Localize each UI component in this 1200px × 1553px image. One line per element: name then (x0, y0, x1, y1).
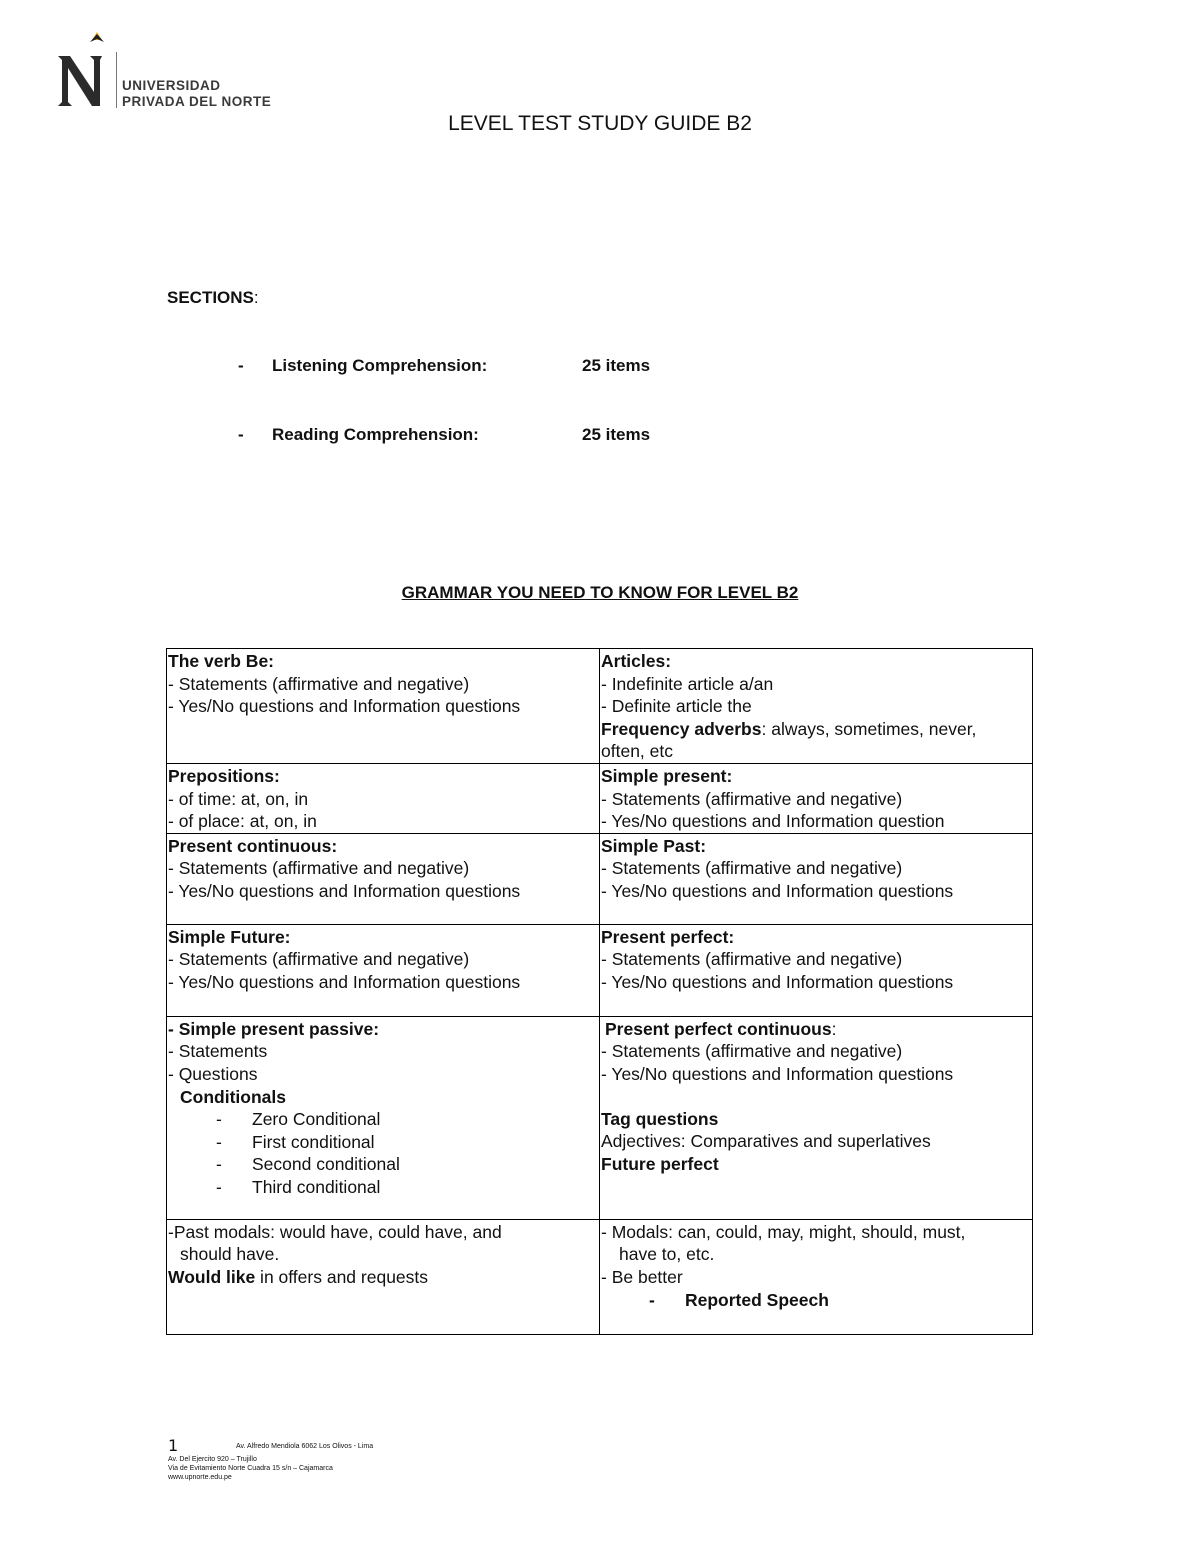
cell-line: - Yes/No questions and Information questions (601, 880, 954, 901)
cell-line: - Yes/No questions and Information questions (168, 696, 521, 717)
table-row (167, 764, 1033, 834)
table-row (167, 1016, 1033, 1219)
section-name: Listening Comprehension: (272, 356, 488, 375)
table-cell (600, 764, 1033, 834)
bullet-dash: - (216, 1154, 222, 1175)
list-item (168, 1108, 598, 1131)
cell-line: - Statements (affirmative and negative) (601, 788, 903, 809)
cell-line: - Questions (168, 1063, 258, 1084)
cell-line: - Statements (affirmative and negative) (168, 858, 470, 879)
table-row (167, 924, 1033, 1016)
cell-line (168, 1266, 598, 1289)
cell-line: - Be better (601, 1266, 683, 1287)
cell-line: - Statements (affirmative and negative) (601, 858, 903, 879)
logo-line-1: UNIVERSIDAD (122, 78, 221, 93)
cell-heading: Simple Future: (168, 926, 291, 947)
cell-line: - Indefinite article a/an (601, 673, 774, 694)
table-cell (167, 764, 600, 834)
grammar-table (166, 648, 1033, 1335)
cell-heading: Present perfect continuous (605, 1018, 832, 1039)
bullet-dash: - (216, 1131, 222, 1152)
bullet-dash: - (238, 425, 244, 444)
cell-bold-term: Frequency adverbs (601, 718, 762, 739)
page-title: LEVEL TEST STUDY GUIDE B2 (448, 112, 752, 135)
cell-line: - Statements (168, 1041, 268, 1062)
table-cell (600, 924, 1033, 1016)
cell-line: - Modals: can, could, may, might, should, must, (601, 1221, 966, 1242)
section-item-reading (238, 425, 650, 445)
list-item-text: Second conditional (252, 1154, 400, 1175)
footer-website: www.upnorte.edu.pe (168, 1474, 232, 1481)
table-cell (600, 1016, 1033, 1219)
cell-heading: Future perfect (601, 1153, 719, 1174)
list-item-text: Third conditional (252, 1176, 381, 1197)
university-logo (56, 30, 306, 110)
cell-bold-term: Would like (168, 1266, 256, 1287)
cell-heading: Prepositions: (168, 766, 280, 786)
cell-heading: Articles: (601, 651, 672, 671)
table-cell (600, 1219, 1033, 1334)
bullet-dash: - (216, 1109, 222, 1130)
bullet-dash: - (216, 1176, 222, 1197)
section-count: 25 items (582, 356, 651, 375)
cell-line (601, 718, 1031, 741)
logo-divider (116, 52, 117, 108)
sections-label (167, 288, 259, 308)
cell-line: often, etc (601, 741, 673, 762)
cell-heading: Simple present: (601, 766, 733, 786)
logo-wordmark (122, 78, 271, 110)
section-count: 25 items (582, 425, 651, 444)
cell-heading-colon: : (831, 1018, 837, 1039)
cell-line: have to, etc. (619, 1244, 715, 1265)
cell-heading: Present continuous: (168, 835, 338, 856)
list-item (601, 1289, 1031, 1312)
cell-heading: Present perfect: (601, 926, 735, 947)
cell-line: -Past modals: would have, could have, and (168, 1221, 502, 1242)
cell-heading: Simple Past: (601, 835, 707, 856)
sections-label-text: SECTIONS (167, 288, 254, 307)
cell-text: in offers and requests (255, 1266, 429, 1287)
cell-line: - Definite article the (601, 696, 752, 717)
list-item-text: Reported Speech (685, 1289, 829, 1310)
table-cell (167, 1219, 600, 1334)
footer-address-lima: Av. Alfredo Mendiola 6062 Los Olivos - Lima (236, 1443, 374, 1450)
cell-line: - Yes/No questions and Information questions (168, 971, 521, 992)
list-item (168, 1131, 598, 1154)
cell-line: - Statements (affirmative and negative) (601, 949, 903, 970)
cell-line: - Statements (affirmative and negative) (601, 1041, 903, 1062)
table-row (167, 1219, 1033, 1334)
cell-line: - Yes/No questions and Information questions (168, 880, 521, 901)
cell-line: should have. (180, 1244, 280, 1265)
list-item (168, 1153, 598, 1176)
table-cell (600, 833, 1033, 924)
cell-line: - Statements (affirmative and negative) (168, 673, 470, 694)
cell-line: - Yes/No questions and Information questions (601, 1063, 954, 1084)
cell-line: - Statements (affirmative and negative) (168, 949, 470, 970)
cell-line: - Yes/No questions and Information question (601, 811, 945, 832)
table-cell (167, 924, 600, 1016)
logo-line-2: PRIVADA DEL NORTE (122, 94, 272, 109)
cell-text: : always, sometimes, never, (761, 718, 977, 739)
table-cell (167, 833, 600, 924)
sections-colon: : (253, 288, 259, 307)
cell-heading: Tag questions (601, 1108, 719, 1129)
table-cell (600, 649, 1033, 764)
cell-heading-line (601, 1018, 1031, 1041)
page-number: 1 (168, 1436, 179, 1455)
cell-line: Adjectives: Comparatives and superlatives (601, 1131, 931, 1152)
cell-subheading: Conditionals (180, 1086, 286, 1107)
cell-line: - Yes/No questions and Information questions (601, 971, 954, 992)
list-item-text: Zero Conditional (252, 1109, 381, 1130)
list-item (168, 1176, 598, 1199)
table-cell (167, 649, 600, 764)
table-cell (167, 1016, 600, 1219)
cell-line: - of place: at, on, in (168, 811, 317, 832)
section-name: Reading Comprehension: (272, 425, 479, 444)
table-row (167, 833, 1033, 924)
list-item-text: First conditional (252, 1131, 375, 1152)
upn-n-logo-icon (56, 30, 112, 108)
grammar-heading: GRAMMAR YOU NEED TO KNOW FOR LEVEL B2 (401, 583, 799, 602)
bullet-dash: - (649, 1289, 655, 1310)
cell-line: - of time: at, on, in (168, 788, 309, 809)
bullet-dash: - (238, 356, 244, 375)
cell-heading: - Simple present passive: (168, 1018, 380, 1039)
spacer (601, 1086, 1031, 1108)
cell-heading: The verb Be: (168, 651, 274, 671)
footer-address-cajamarca: Via de Evitamiento Norte Cuadra 15 s/n – Cajamarca (168, 1465, 333, 1472)
table-row (167, 649, 1033, 764)
section-item-listening (238, 356, 650, 376)
footer-address-trujillo: Av. Del Ejercito 920 – Trujillo (168, 1456, 257, 1463)
